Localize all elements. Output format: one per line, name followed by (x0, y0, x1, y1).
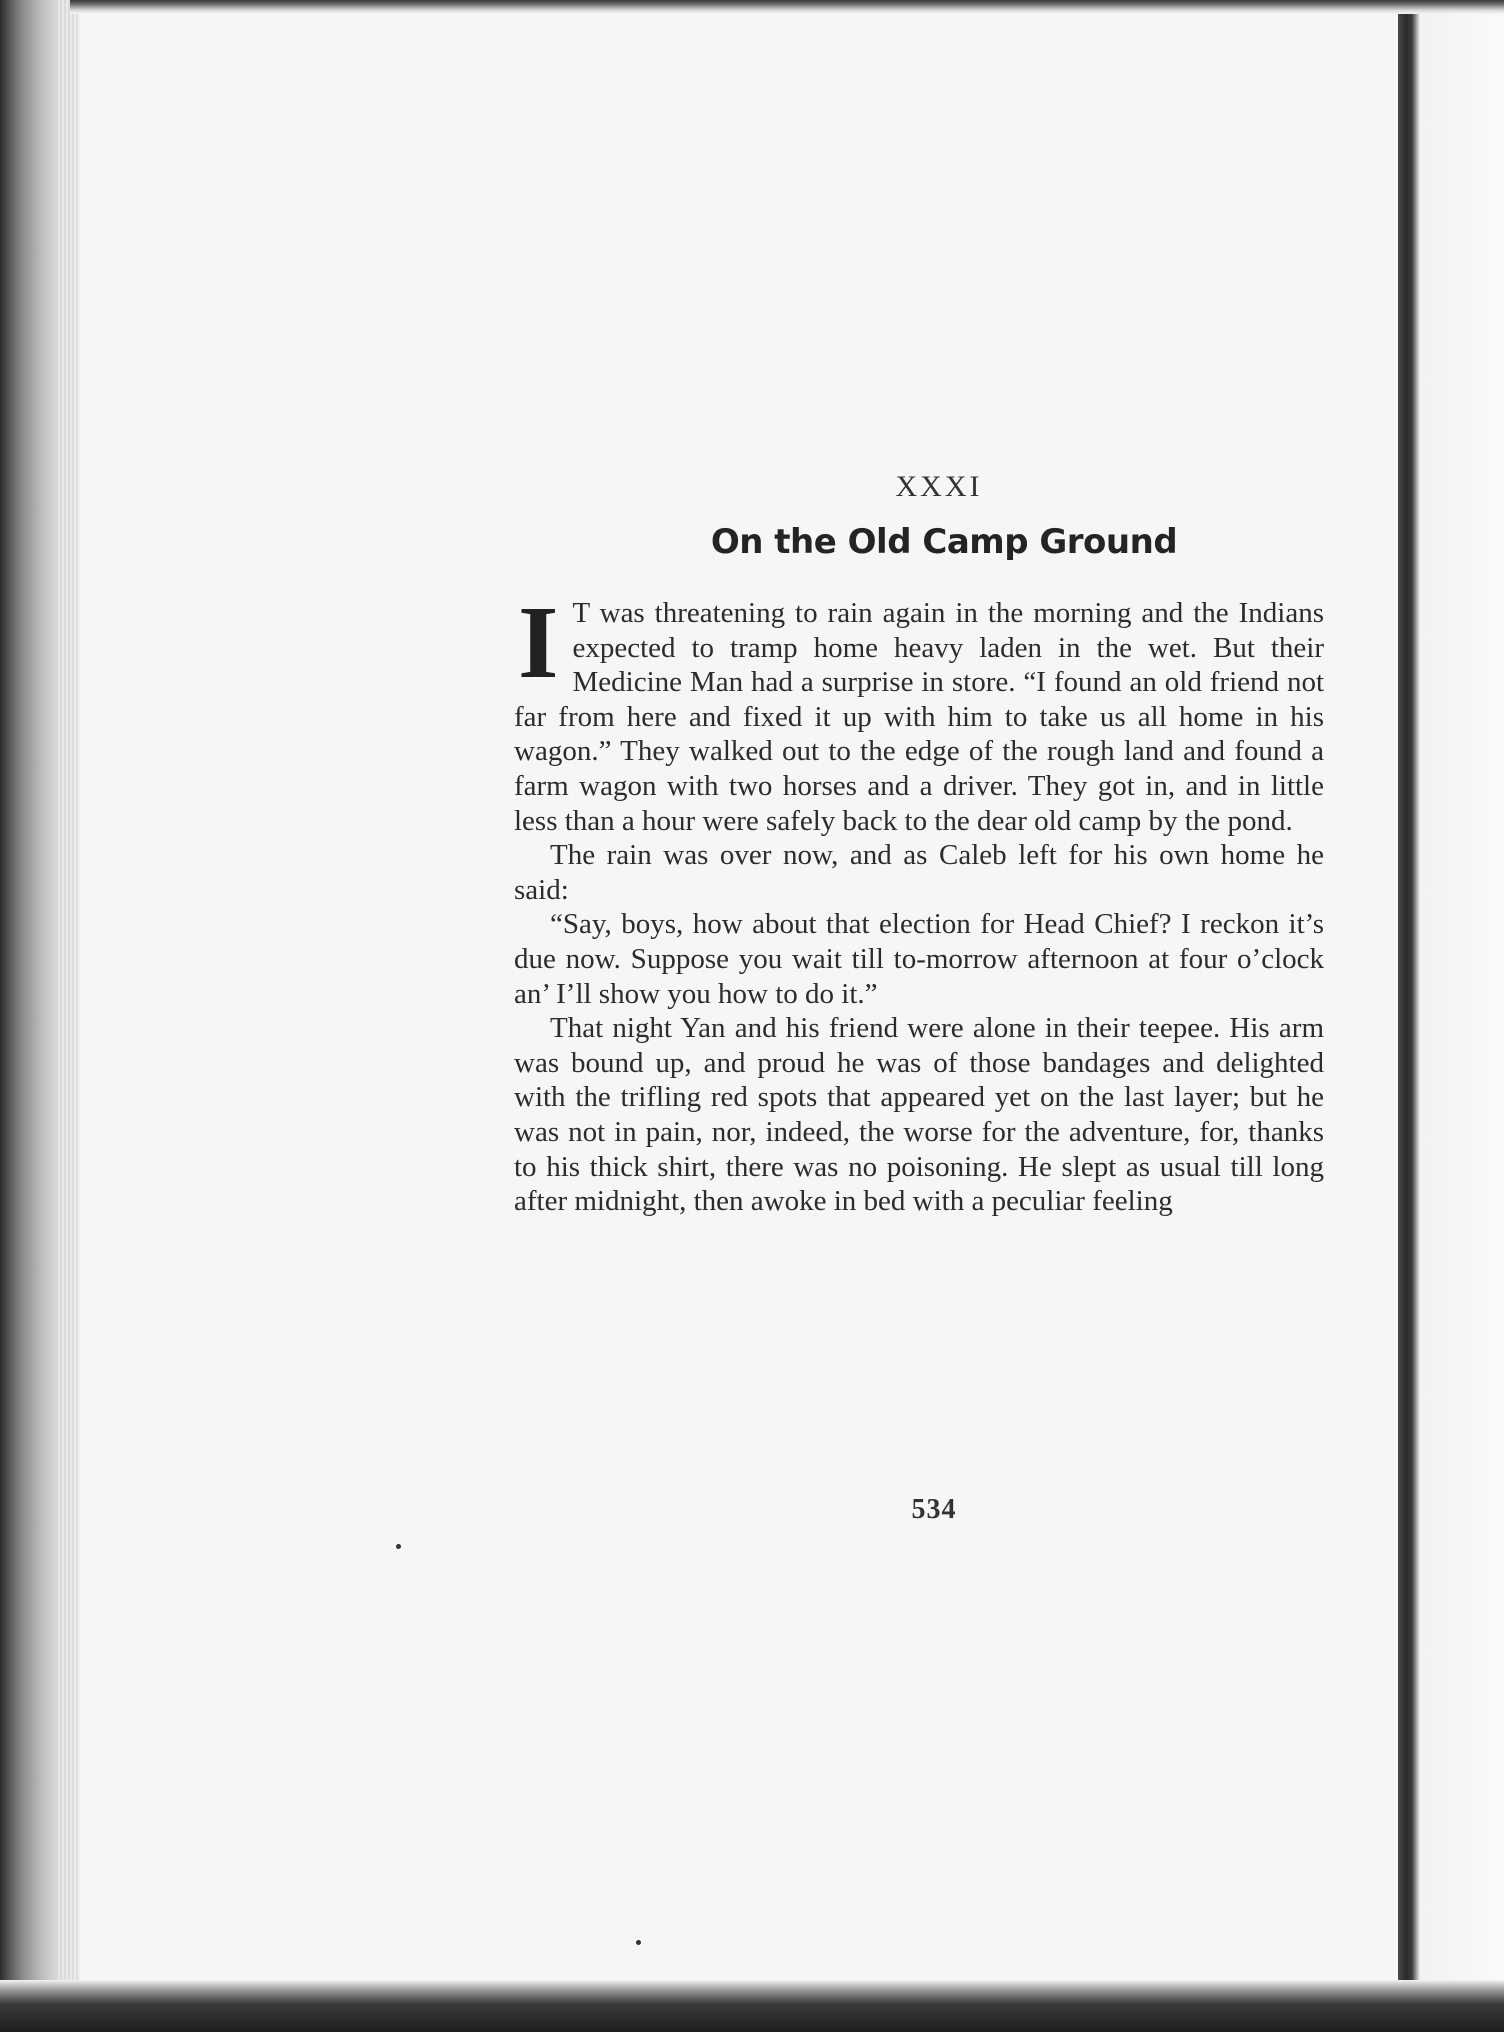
page-number: 534 (911, 1494, 957, 1525)
chapter-number: XXXI (895, 470, 983, 503)
right-page-edge (1398, 14, 1504, 2032)
scan-speck (636, 1940, 641, 1945)
paragraph-2: The rain was over now, and as Caleb left for his own home he said: (514, 839, 1324, 906)
bottom-page-edge (0, 1980, 1504, 2032)
paragraph-text: T was threatening to rain again in the morning and the Indians expected to tramp home heavy laden in the wet. But their Medicine Man had a surprise in store. “I found an old friend not far from here and fixed it up with him to take us all home in his wagon.” They walked out to the edge of the rough land and found a farm wagon with two horses and a driver. They got in, and in little less than a hour were safely back to the dear old camp by the pond. (514, 597, 1324, 837)
page-edges (56, 0, 78, 2032)
paragraph-3: “Say, boys, how about that election for Head Chief? I reckon it’s due now. Suppose you wait till to-morrow afternoon at four o’clock an’ I’ll show you how to do it.” (514, 908, 1324, 1010)
drop-cap: I (518, 585, 559, 700)
top-page-edge (70, 0, 1504, 14)
paragraph-4: That night Yan and his friend were alone in their teepee. His arm was bound up, and proud he was of those bandages and delighted with the trifling red spots that appeared yet on the last layer; but he was not in pain, nor, indeed, the worse for the adventure, for, thanks to his thick shirt, there was no poisoning. He slept as usual till long after midnight, then awoke in bed with a peculiar feeling (514, 1012, 1324, 1218)
chapter-title: On the Old Camp Ground (710, 522, 1178, 562)
page-body (514, 470, 1324, 1219)
paragraph-1 (514, 585, 1324, 838)
scan-speck (396, 1544, 401, 1549)
